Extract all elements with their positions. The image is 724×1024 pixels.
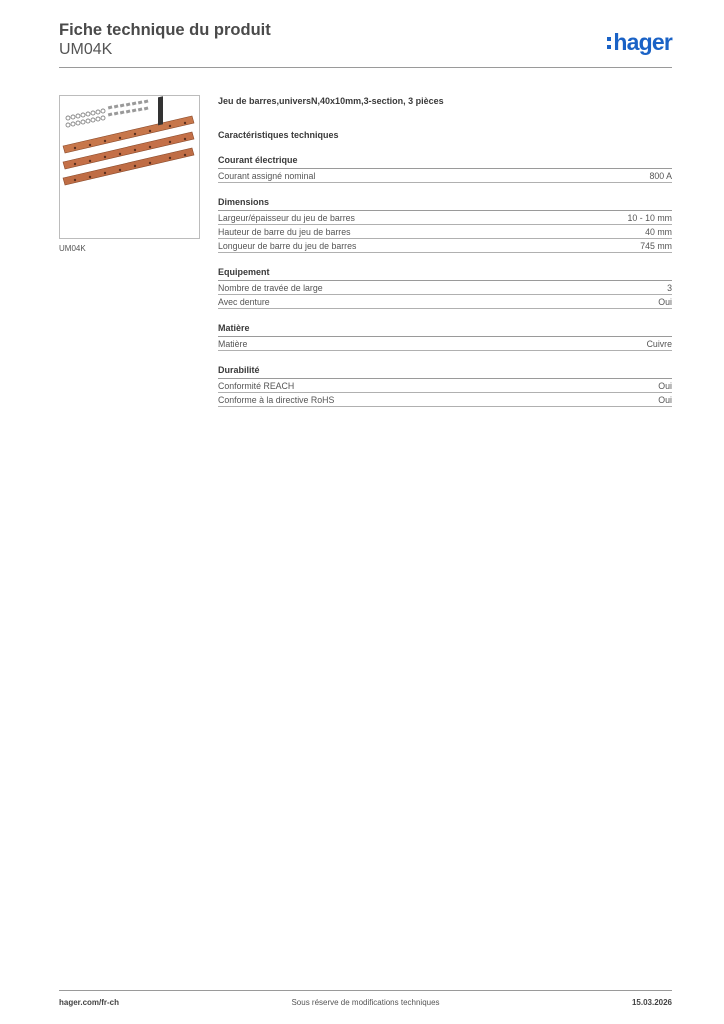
- section-matiere: [218, 323, 672, 351]
- section-title: Courant électrique: [218, 155, 672, 169]
- footer-date: 15.03.2026: [631, 998, 672, 1007]
- spec-row: [218, 211, 672, 225]
- page-title: Fiche technique du produit: [59, 21, 271, 39]
- section-title: Durabilité: [218, 365, 672, 379]
- hager-logo: [607, 29, 672, 56]
- product-code: UM04K: [59, 41, 113, 58]
- footer-divider: [59, 990, 672, 991]
- section-title: Equipement: [218, 267, 672, 281]
- spec-row: [218, 239, 672, 253]
- product-description: Jeu de barres,universN,40x10mm,3-section, 3 pièces: [218, 96, 444, 106]
- spec-label: Nombre de travée de large: [218, 283, 323, 293]
- footer-note: Sous réserve de modifications techniques: [291, 998, 440, 1007]
- spec-value: 10 - 10 mm: [627, 213, 672, 223]
- spec-value: Oui: [658, 381, 672, 391]
- spec-row: [218, 169, 672, 183]
- spec-label: Largeur/épaisseur du jeu de barres: [218, 213, 355, 223]
- specs-heading: Caractéristiques techniques: [218, 130, 339, 140]
- spec-value: Cuivre: [646, 339, 672, 349]
- spec-row: [218, 379, 672, 393]
- spec-row: [218, 295, 672, 309]
- header-divider: [59, 67, 672, 68]
- product-content: [218, 96, 672, 407]
- spec-label: Avec denture: [218, 297, 270, 307]
- product-image: [59, 95, 200, 239]
- spec-row: [218, 393, 672, 407]
- section-title: Dimensions: [218, 197, 672, 211]
- spec-label: Longueur de barre du jeu de barres: [218, 241, 357, 251]
- spec-label: Matière: [218, 339, 248, 349]
- section-courant: [218, 155, 672, 183]
- spec-value: 745 mm: [640, 241, 672, 251]
- spec-row: [218, 281, 672, 295]
- spec-value: Oui: [658, 395, 672, 405]
- spec-value: 3: [667, 283, 672, 293]
- section-durabilite: [218, 365, 672, 407]
- section-equipement: [218, 267, 672, 309]
- logo-text: hager: [613, 29, 672, 55]
- spec-label: Courant assigné nominal: [218, 171, 316, 181]
- logo-colon-icon: [607, 37, 611, 49]
- section-dimensions: [218, 197, 672, 253]
- image-caption: UM04K: [59, 244, 86, 253]
- spec-value: 40 mm: [645, 227, 672, 237]
- page-header: [59, 20, 672, 60]
- spec-row: [218, 337, 672, 351]
- footer-website-link[interactable]: hager.com/fr-ch: [59, 998, 120, 1007]
- section-title: Matière: [218, 323, 672, 337]
- spec-value: Oui: [658, 297, 672, 307]
- busbar-illustration: [60, 96, 199, 238]
- spec-row: [218, 225, 672, 239]
- spec-label: Conformité REACH: [218, 381, 295, 391]
- spec-label: Conforme à la directive RoHS: [218, 395, 335, 405]
- spec-value: 800 A: [649, 171, 672, 181]
- spec-label: Hauteur de barre du jeu de barres: [218, 227, 351, 237]
